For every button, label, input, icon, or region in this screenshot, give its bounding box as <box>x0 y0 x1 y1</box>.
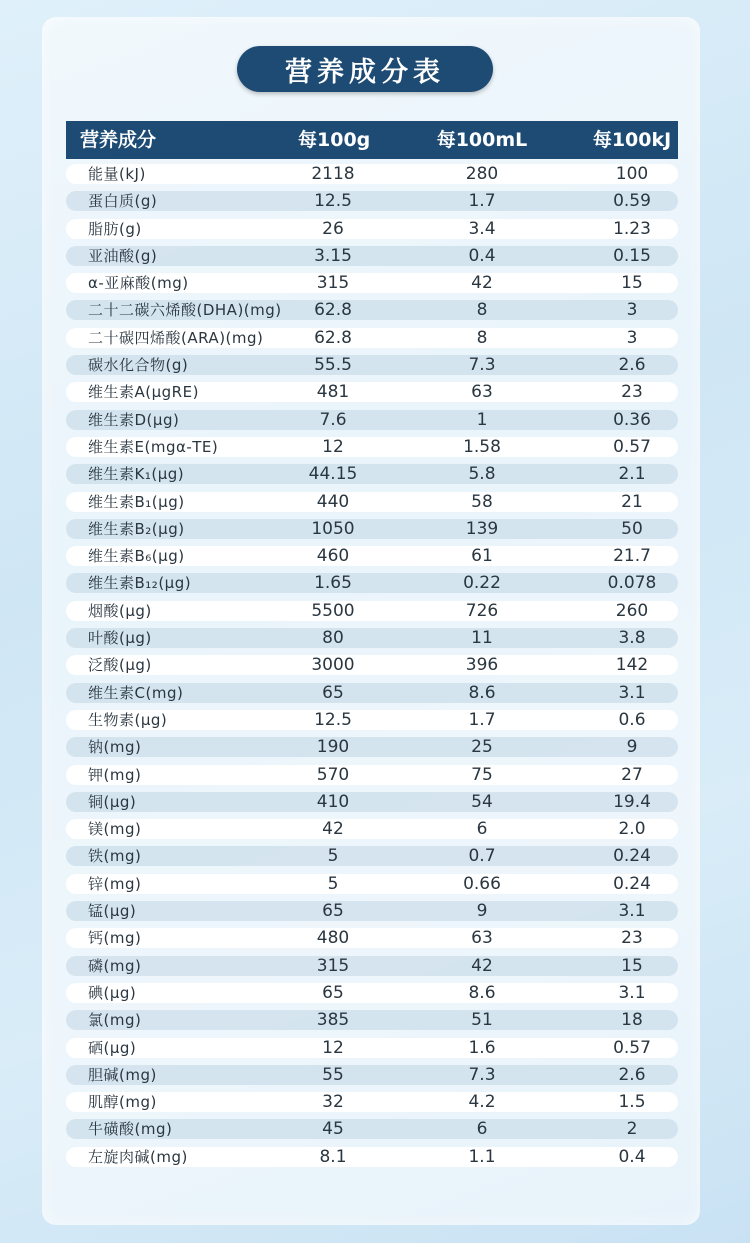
table-row <box>66 246 678 266</box>
table-row <box>66 492 678 512</box>
nutrient-name: 锰(μg) <box>88 902 137 921</box>
table-row <box>66 655 678 675</box>
table-row <box>66 683 678 703</box>
nutrient-name: 钠(mg) <box>88 738 142 757</box>
value-per-100kj: 3 <box>626 300 638 321</box>
nutrient-name: 亚油酸(g) <box>88 246 158 265</box>
value-per-100g: 62.8 <box>314 300 352 321</box>
value-per-100g: 12.5 <box>314 191 352 212</box>
value-per-100ml: 1.58 <box>463 436 501 457</box>
nutrient-name: 铜(μg) <box>88 792 137 811</box>
value-per-100ml: 42 <box>471 273 493 294</box>
value-per-100ml: 8 <box>476 327 488 348</box>
table-row <box>66 1010 678 1030</box>
value-per-100g: 5 <box>327 846 339 867</box>
value-per-100kj: 2 <box>626 1119 638 1140</box>
value-per-100g: 26 <box>322 218 344 239</box>
table-row <box>66 710 678 730</box>
value-per-100g: 315 <box>316 273 350 294</box>
header-per-100kj: 每100kJ <box>592 129 672 151</box>
value-per-100ml: 139 <box>465 518 499 539</box>
value-per-100kj: 23 <box>621 382 643 403</box>
value-per-100g: 8.1 <box>319 1146 347 1167</box>
table-row <box>66 928 678 948</box>
table-row <box>66 765 678 785</box>
value-per-100kj: 1.23 <box>613 218 651 239</box>
value-per-100ml: 0.22 <box>463 573 501 594</box>
value-per-100kj: 27 <box>621 764 643 785</box>
value-per-100g: 480 <box>316 928 350 949</box>
value-per-100kj: 50 <box>621 518 643 539</box>
table-row <box>66 846 678 866</box>
value-per-100ml: 280 <box>465 164 499 184</box>
nutrient-name: 烟酸(μg) <box>88 601 152 620</box>
value-per-100ml: 0.4 <box>468 245 496 266</box>
value-per-100g: 570 <box>316 764 350 785</box>
value-per-100g: 42 <box>322 819 344 840</box>
table-row <box>66 164 678 184</box>
table-row <box>66 355 678 375</box>
value-per-100kj: 15 <box>621 955 643 976</box>
page-title: 营养成分表 <box>237 46 493 92</box>
value-per-100kj: 100 <box>615 164 649 184</box>
value-per-100kj: 0.24 <box>613 873 651 894</box>
value-per-100g: 460 <box>316 546 350 567</box>
value-per-100kj: 3 <box>626 327 638 348</box>
table-row <box>66 382 678 402</box>
value-per-100kj: 0.24 <box>613 846 651 867</box>
value-per-100kj: 142 <box>615 655 649 676</box>
nutrient-name: 钾(mg) <box>88 765 142 784</box>
table-row <box>66 983 678 1003</box>
value-per-100ml: 25 <box>471 737 493 758</box>
table-row <box>66 219 678 239</box>
table-row <box>66 628 678 648</box>
table-row <box>66 464 678 484</box>
value-per-100g: 62.8 <box>314 327 352 348</box>
value-per-100ml: 1.7 <box>468 191 496 212</box>
nutrient-name: 脂肪(g) <box>88 219 142 238</box>
table-row <box>66 1038 678 1058</box>
value-per-100g: 65 <box>322 982 344 1003</box>
value-per-100kj: 15 <box>621 273 643 294</box>
table-row <box>66 601 678 621</box>
value-per-100ml: 54 <box>471 791 493 812</box>
nutrient-name: 锌(mg) <box>88 874 142 893</box>
value-per-100g: 65 <box>322 682 344 703</box>
header-per-100ml: 每100mL <box>436 129 528 151</box>
table-row <box>66 901 678 921</box>
value-per-100kj: 19.4 <box>613 791 651 812</box>
value-per-100g: 1.65 <box>314 573 352 594</box>
table-row <box>66 874 678 894</box>
value-per-100ml: 6 <box>476 1119 488 1140</box>
value-per-100kj: 0.59 <box>613 191 651 212</box>
table-row <box>66 273 678 293</box>
value-per-100ml: 8.6 <box>468 982 496 1003</box>
value-per-100kj: 2.0 <box>618 819 646 840</box>
table-row <box>66 956 678 976</box>
value-per-100g: 3.15 <box>314 245 352 266</box>
nutrient-name: 镁(mg) <box>88 820 142 839</box>
table-row <box>66 1119 678 1139</box>
nutrient-name: 维生素B₂(μg) <box>88 519 185 538</box>
value-per-100g: 440 <box>316 491 350 512</box>
value-per-100kj: 0.15 <box>613 245 651 266</box>
value-per-100kj: 2.6 <box>618 1064 646 1085</box>
value-per-100kj: 260 <box>615 600 649 621</box>
value-per-100g: 2118 <box>311 164 355 184</box>
table-row <box>66 191 678 211</box>
value-per-100ml: 0.7 <box>468 846 496 867</box>
value-per-100g: 1050 <box>311 518 355 539</box>
value-per-100g: 7.6 <box>319 409 347 430</box>
nutrient-name: 维生素A(μgRE) <box>88 383 199 402</box>
value-per-100ml: 1.6 <box>468 1037 496 1058</box>
value-per-100g: 481 <box>316 382 350 403</box>
value-per-100kj: 0.6 <box>618 709 646 730</box>
value-per-100g: 385 <box>316 1010 350 1031</box>
value-per-100kj: 21 <box>621 491 643 512</box>
nutrient-name: 牛磺酸(mg) <box>88 1120 173 1139</box>
nutrient-name: 维生素E(mgα-TE) <box>88 437 219 456</box>
value-per-100kj: 1.5 <box>618 1092 646 1113</box>
value-per-100ml: 9 <box>476 901 488 922</box>
nutrient-name: 维生素B₁₂(μg) <box>88 574 192 593</box>
value-per-100kj: 2.1 <box>618 464 646 485</box>
nutrient-name: α-亚麻酸(mg) <box>88 274 189 293</box>
value-per-100kj: 23 <box>621 928 643 949</box>
nutrient-name: 维生素B₁(μg) <box>88 492 185 511</box>
nutrient-name: 维生素B₆(μg) <box>88 547 185 566</box>
table-row <box>66 437 678 457</box>
nutrient-name: 维生素C(mg) <box>88 683 184 702</box>
table-row <box>66 1065 678 1085</box>
value-per-100g: 45 <box>322 1119 344 1140</box>
nutrient-name: 钙(mg) <box>88 929 142 948</box>
nutrient-name: 碳水化合物(g) <box>88 356 189 375</box>
value-per-100ml: 7.3 <box>468 1064 496 1085</box>
value-per-100ml: 7.3 <box>468 355 496 376</box>
value-per-100kj: 3.1 <box>618 982 646 1003</box>
table-row <box>66 1092 678 1112</box>
value-per-100ml: 42 <box>471 955 493 976</box>
value-per-100ml: 61 <box>471 546 493 567</box>
table-row <box>66 737 678 757</box>
table-row <box>66 546 678 566</box>
nutrient-name: 肌醇(mg) <box>88 1093 157 1112</box>
table-row <box>66 573 678 593</box>
value-per-100ml: 6 <box>476 819 488 840</box>
value-per-100kj: 3.1 <box>618 682 646 703</box>
value-per-100g: 5500 <box>311 600 355 621</box>
value-per-100g: 55 <box>322 1064 344 1085</box>
value-per-100ml: 75 <box>471 764 493 785</box>
value-per-100g: 5 <box>327 873 339 894</box>
value-per-100g: 44.15 <box>308 464 358 485</box>
value-per-100kj: 0.57 <box>613 436 651 457</box>
nutrient-name: 铁(mg) <box>88 847 142 866</box>
table-row <box>66 792 678 812</box>
value-per-100kj: 3.1 <box>618 901 646 922</box>
nutrient-name: 胆碱(mg) <box>88 1065 157 1084</box>
table-row <box>66 328 678 348</box>
value-per-100ml: 11 <box>471 628 493 649</box>
value-per-100ml: 51 <box>471 1010 493 1031</box>
value-per-100ml: 8 <box>476 300 488 321</box>
nutrient-name: 泛酸(μg) <box>88 656 152 675</box>
table-row <box>66 1147 678 1167</box>
table-row <box>66 410 678 430</box>
value-per-100ml: 0.66 <box>463 873 501 894</box>
nutrition-table-body <box>66 164 678 1174</box>
value-per-100kj: 0.078 <box>607 573 657 594</box>
value-per-100kj: 0.57 <box>613 1037 651 1058</box>
table-header <box>66 121 678 159</box>
nutrient-name: 磷(mg) <box>88 956 142 975</box>
value-per-100ml: 63 <box>471 928 493 949</box>
table-row <box>66 819 678 839</box>
value-per-100kj: 21.7 <box>613 546 651 567</box>
value-per-100g: 12 <box>322 436 344 457</box>
nutrient-name: 能量(kJ) <box>88 165 146 183</box>
value-per-100ml: 396 <box>465 655 499 676</box>
nutrient-name: 蛋白质(g) <box>88 192 158 211</box>
header-per-100g: 每100g <box>298 129 371 151</box>
value-per-100ml: 58 <box>471 491 493 512</box>
value-per-100g: 410 <box>316 791 350 812</box>
value-per-100g: 315 <box>316 955 350 976</box>
table-row <box>66 300 678 320</box>
value-per-100ml: 1 <box>476 409 488 430</box>
nutrient-name: 氯(mg) <box>88 1011 142 1030</box>
value-per-100kj: 18 <box>621 1010 643 1031</box>
value-per-100g: 32 <box>322 1092 344 1113</box>
value-per-100g: 55.5 <box>314 355 352 376</box>
value-per-100g: 12.5 <box>314 709 352 730</box>
header-nutrient: 营养成分 <box>80 129 157 151</box>
value-per-100ml: 1.7 <box>468 709 496 730</box>
value-per-100g: 80 <box>322 628 344 649</box>
value-per-100g: 190 <box>316 737 350 758</box>
nutrient-name: 左旋肉碱(mg) <box>88 1147 188 1166</box>
value-per-100kj: 0.4 <box>618 1146 646 1167</box>
value-per-100ml: 726 <box>465 600 499 621</box>
value-per-100ml: 63 <box>471 382 493 403</box>
nutrient-name: 二十碳四烯酸(ARA)(mg) <box>88 328 264 347</box>
value-per-100kj: 3.8 <box>618 628 646 649</box>
nutrient-name: 维生素K₁(μg) <box>88 465 185 484</box>
nutrient-name: 叶酸(μg) <box>88 629 152 648</box>
value-per-100g: 3000 <box>311 655 355 676</box>
value-per-100ml: 1.1 <box>468 1146 496 1167</box>
value-per-100kj: 9 <box>626 737 638 758</box>
value-per-100kj: 2.6 <box>618 355 646 376</box>
value-per-100g: 12 <box>322 1037 344 1058</box>
value-per-100g: 65 <box>322 901 344 922</box>
nutrient-name: 维生素D(μg) <box>88 410 180 429</box>
nutrient-name: 硒(μg) <box>88 1038 137 1057</box>
value-per-100ml: 4.2 <box>468 1092 496 1113</box>
value-per-100ml: 8.6 <box>468 682 496 703</box>
value-per-100ml: 3.4 <box>468 218 496 239</box>
nutrient-name: 碘(μg) <box>88 983 137 1002</box>
table-row <box>66 519 678 539</box>
value-per-100kj: 0.36 <box>613 409 651 430</box>
nutrient-name: 二十二碳六烯酸(DHA)(mg) <box>88 301 282 320</box>
nutrient-name: 生物素(μg) <box>88 710 168 729</box>
value-per-100ml: 5.8 <box>468 464 496 485</box>
